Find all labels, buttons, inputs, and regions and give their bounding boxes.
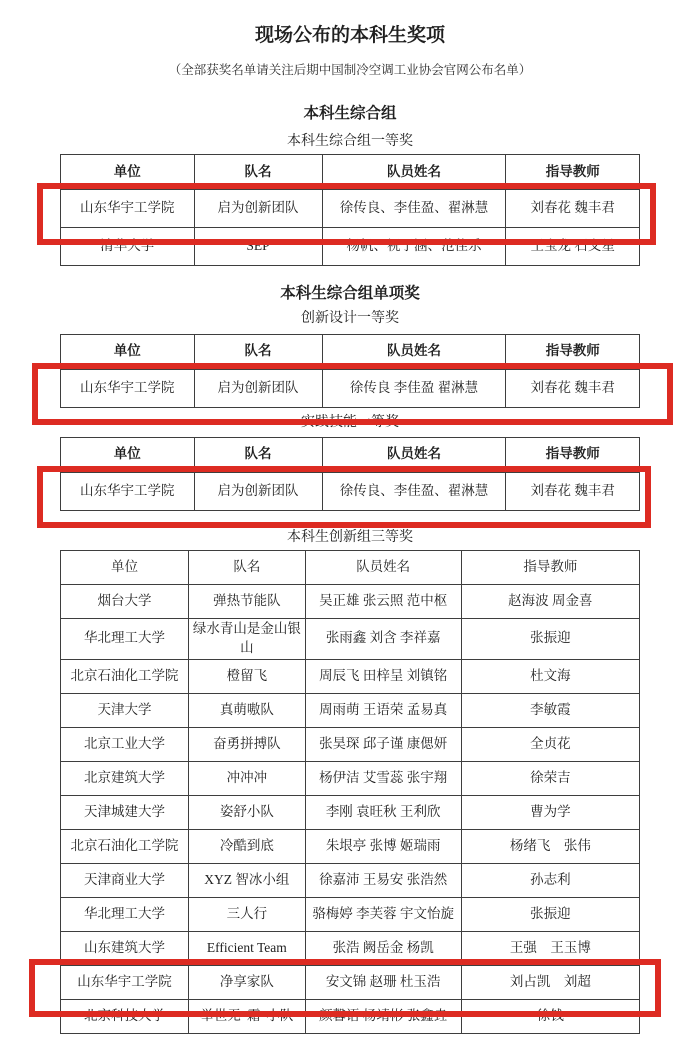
table-row <box>61 795 640 829</box>
table-row-highlighted <box>61 472 640 510</box>
table-row-highlighted <box>61 369 640 407</box>
table-row <box>61 863 640 897</box>
unit-cell: 天津城建大学 <box>61 795 189 829</box>
column-header: 队名 <box>194 155 322 190</box>
advisors-cell: 刘春花 魏丰君 <box>506 472 640 510</box>
members-cell: 张雨鑫 刘含 李祥嘉 <box>305 618 461 659</box>
unit-cell: 山东建筑大学 <box>61 931 189 965</box>
unit-cell: 北京建筑大学 <box>61 761 189 795</box>
advisors-cell: 刘春花 魏丰君 <box>506 369 640 407</box>
advisors-cell: 杨绪飞 张伟 <box>461 829 639 863</box>
team-name-cell: 启为创新团队 <box>194 369 322 407</box>
header-row <box>61 437 640 472</box>
column-header: 指导教师 <box>506 437 640 472</box>
team-name-cell: 冷酷到底 <box>188 829 305 863</box>
unit-cell: 北京石油化工学院 <box>61 829 189 863</box>
advisors-cell: 李敏霞 <box>461 693 639 727</box>
awards-table <box>60 334 640 408</box>
members-cell: 张昊琛 邱子谨 康偲妍 <box>305 727 461 761</box>
table-row <box>61 897 640 931</box>
advisors-cell: 徐钱 <box>461 999 639 1033</box>
members-cell: 骆梅婷 李芙蓉 宇文怡旋 <box>305 897 461 931</box>
column-header: 队员姓名 <box>305 550 461 584</box>
team-name-cell: Efficient Team <box>188 931 305 965</box>
members-cell: 安文锦 赵珊 杜玉浩 <box>305 965 461 999</box>
column-header: 单位 <box>61 155 195 190</box>
members-cell: 颜馨语 杨靖彬 张鑫垚 <box>305 999 461 1033</box>
table-row-highlighted <box>61 965 640 999</box>
unit-cell: 山东华宇工学院 <box>61 472 195 510</box>
table-row <box>61 228 640 266</box>
members-cell: 周辰飞 田梓呈 刘镇铭 <box>305 659 461 693</box>
unit-cell: 北京石油化工学院 <box>61 659 189 693</box>
team-name-cell: 冲冲冲 <box>188 761 305 795</box>
column-header: 指导教师 <box>506 155 640 190</box>
document-page <box>0 24 700 1037</box>
team-name-cell: SEP <box>194 228 322 266</box>
unit-cell: 清华大学 <box>61 228 195 266</box>
advisors-cell: 全贞花 <box>461 727 639 761</box>
advisors-cell: 徐荣吉 <box>461 761 639 795</box>
members-cell: 徐传良、李佳盈、翟淋慧 <box>322 472 506 510</box>
advisors-cell: 王强 王玉博 <box>461 931 639 965</box>
column-header: 队员姓名 <box>322 437 506 472</box>
advisors-cell: 王宝龙 石文星 <box>506 228 640 266</box>
column-header: 队名 <box>188 550 305 584</box>
table-row <box>61 999 640 1033</box>
unit-cell: 天津商业大学 <box>61 863 189 897</box>
table-row-highlighted <box>61 190 640 228</box>
awards-table <box>60 437 640 511</box>
members-cell: 李刚 袁旺秋 王利欣 <box>305 795 461 829</box>
table-practical-skills-first-prize <box>60 437 640 511</box>
members-cell: 朱垠亭 张博 姬瑞雨 <box>305 829 461 863</box>
team-name-cell: 绿水青山是金山银山 <box>188 618 305 659</box>
header-row <box>61 155 640 190</box>
column-header: 单位 <box>61 334 195 369</box>
awards-table <box>60 154 640 266</box>
team-name-cell: 启为创新团队 <box>194 190 322 228</box>
header-row <box>61 550 640 584</box>
table-row <box>61 693 640 727</box>
unit-cell: 烟台大学 <box>61 584 189 618</box>
unit-cell: 华北理工大学 <box>61 897 189 931</box>
page-title: 现场公布的本科生奖项 <box>254 25 445 46</box>
table-innovation-group-third-prize <box>60 550 640 1034</box>
advisors-cell: 曹为学 <box>461 795 639 829</box>
unit-cell: 北京工业大学 <box>61 727 189 761</box>
header-row <box>61 334 640 369</box>
unit-cell: 山东华宇工学院 <box>61 190 195 228</box>
members-cell: 杨帆、祝子涵、范佳乐 <box>322 228 506 266</box>
table-innovation-design-first-prize <box>60 334 640 408</box>
section-heading-comprehensive-group: 本科生综合组 <box>303 104 397 122</box>
awards-table <box>60 550 640 1034</box>
column-header: 单位 <box>61 550 189 584</box>
advisors-cell: 张振迎 <box>461 897 639 931</box>
team-name-cell: XYZ 智冰小组 <box>188 863 305 897</box>
table-caption-comprehensive-first-prize: 本科生综合组一等奖 <box>287 134 413 150</box>
team-name-cell: 奋勇拼搏队 <box>188 727 305 761</box>
column-header: 队员姓名 <box>322 334 506 369</box>
advisors-cell: 孙志利 <box>461 863 639 897</box>
table-caption-innovation-group-third-prize: 本科生创新组三等奖 <box>287 529 413 545</box>
section-heading-single-awards: 本科生综合组单项奖 <box>280 285 420 303</box>
table-row <box>61 829 640 863</box>
members-cell: 杨伊洁 艾雪蕊 张宇翔 <box>305 761 461 795</box>
unit-cell: 山东华宇工学院 <box>61 369 195 407</box>
members-cell: 吴正雄 张云照 范中枢 <box>305 584 461 618</box>
team-name-cell: 姿舒小队 <box>188 795 305 829</box>
members-cell: 张浩 阙岳金 杨凯 <box>305 931 461 965</box>
members-cell: 徐嘉沛 王易安 张浩然 <box>305 863 461 897</box>
team-name-cell: 弹热节能队 <box>188 584 305 618</box>
team-name-cell: 橙留飞 <box>188 659 305 693</box>
column-header: 单位 <box>61 437 195 472</box>
table-row <box>61 659 640 693</box>
column-header: 队名 <box>194 334 322 369</box>
table-row <box>61 761 640 795</box>
table-caption-practical-skills-first-prize: 实践技能一等奖 <box>301 414 399 430</box>
column-header: 队名 <box>194 437 322 472</box>
unit-cell: 天津大学 <box>61 693 189 727</box>
page-subtitle: （全部获奖名单请关注后期中国制冷空调工业协会官网公布名单） <box>168 62 532 77</box>
table-comprehensive-first-prize <box>60 154 640 266</box>
members-cell: 徐传良 李佳盈 翟淋慧 <box>322 369 506 407</box>
column-header: 指导教师 <box>506 334 640 369</box>
advisors-cell: 刘占凯 刘超 <box>461 965 639 999</box>
team-name-cell: 净享家队 <box>188 965 305 999</box>
team-name-cell: 举世无“霜”小队 <box>188 999 305 1033</box>
team-name-cell: 真萌嗷队 <box>188 693 305 727</box>
table-row <box>61 618 640 659</box>
table-caption-innovation-design-first-prize: 创新设计一等奖 <box>301 311 399 327</box>
team-name-cell: 三人行 <box>188 897 305 931</box>
unit-cell: 华北理工大学 <box>61 618 189 659</box>
unit-cell: 山东华宇工学院 <box>61 965 189 999</box>
advisors-cell: 刘春花 魏丰君 <box>506 190 640 228</box>
members-cell: 徐传良、李佳盈、翟淋慧 <box>322 190 506 228</box>
unit-cell: 北京科技大学 <box>61 999 189 1033</box>
column-header: 指导教师 <box>461 550 639 584</box>
advisors-cell: 杜文海 <box>461 659 639 693</box>
members-cell: 周雨萌 王语荣 孟易真 <box>305 693 461 727</box>
column-header: 队员姓名 <box>322 155 506 190</box>
table-row <box>61 584 640 618</box>
advisors-cell: 赵海波 周金喜 <box>461 584 639 618</box>
table-row <box>61 727 640 761</box>
team-name-cell: 启为创新团队 <box>194 472 322 510</box>
advisors-cell: 张振迎 <box>461 618 639 659</box>
table-row <box>61 931 640 965</box>
